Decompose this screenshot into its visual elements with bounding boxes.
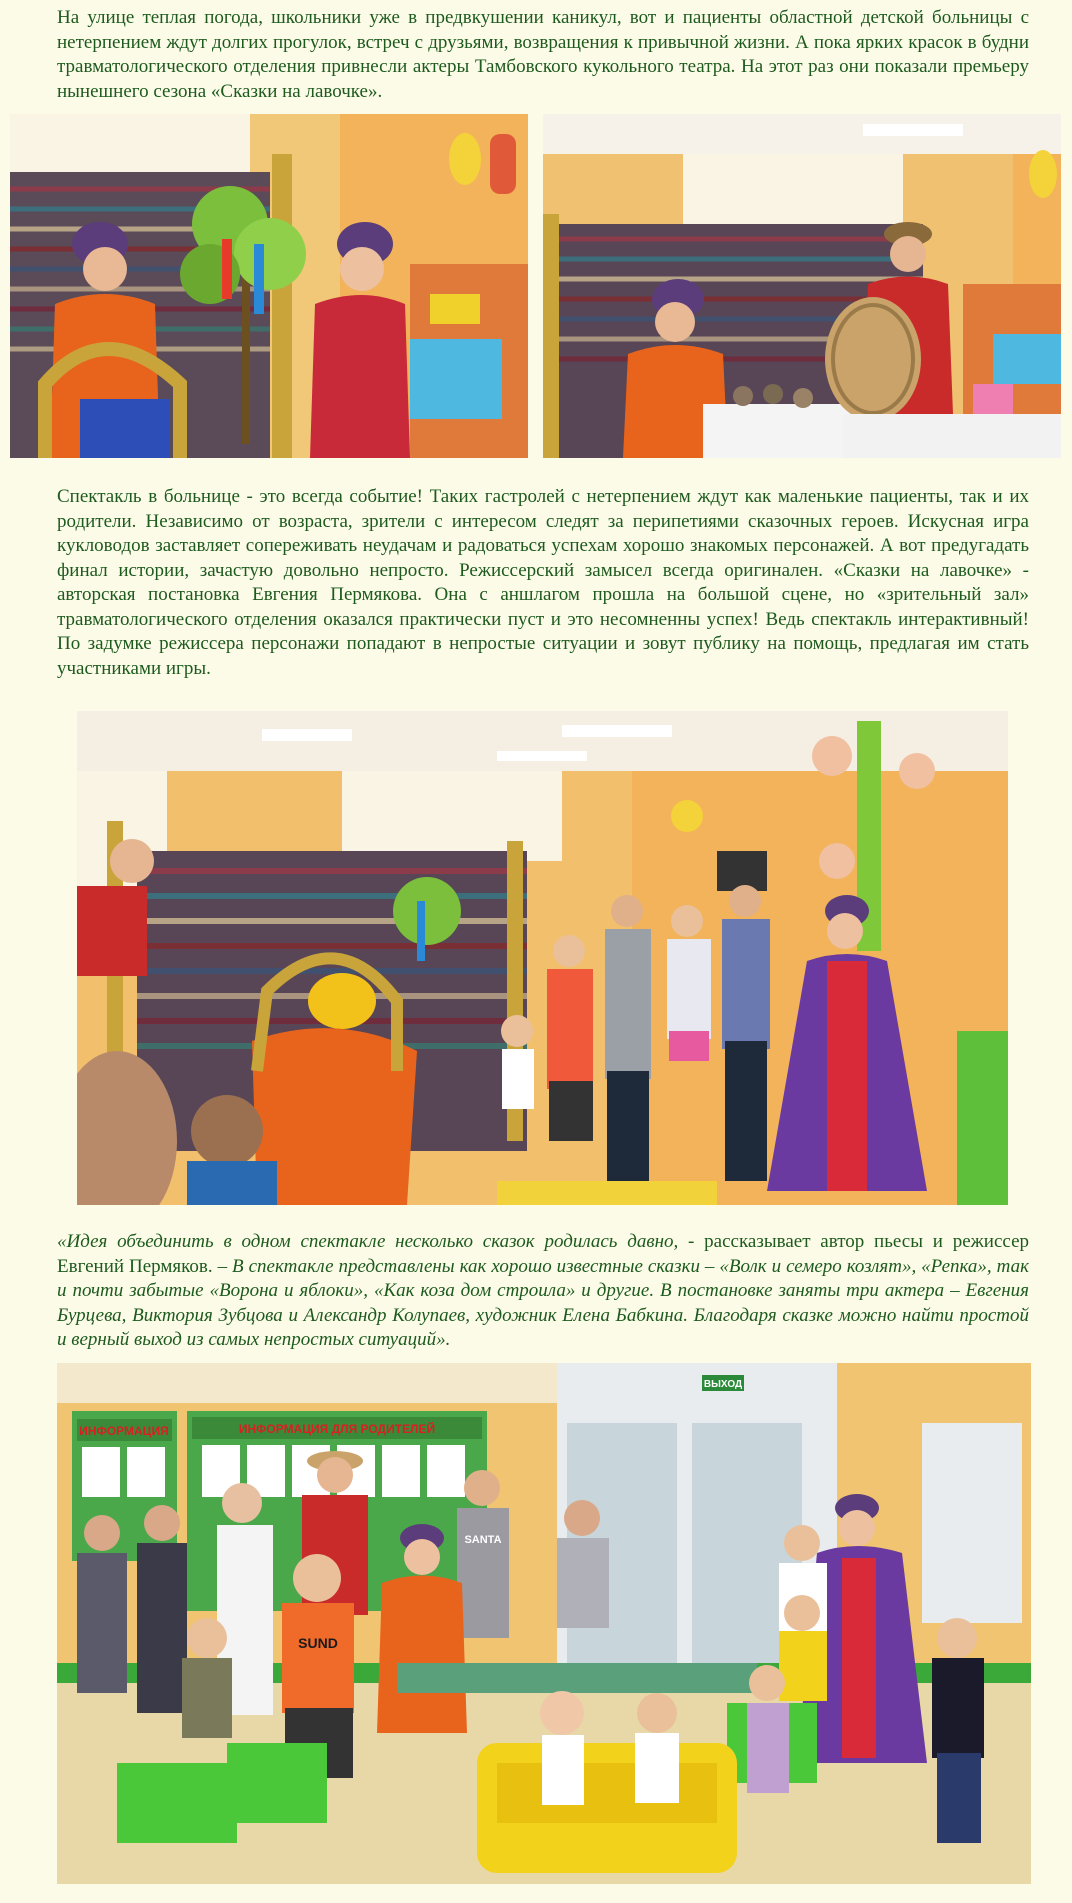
photo-group-hall xyxy=(57,1363,1031,1884)
photo-actors-with-barrel-image xyxy=(543,114,1061,458)
photo-actresses-with-tree-image xyxy=(10,114,528,458)
photo-actresses-with-tree xyxy=(10,114,528,458)
photo-group-hall-image xyxy=(57,1363,1031,1884)
tshirt-sunday: SUND xyxy=(298,1635,338,1651)
author-quote-paragraph xyxy=(57,1230,1029,1353)
parents-info-sign: ИНФОРМАЦИЯ ДЛЯ РОДИТЕЛЕЙ xyxy=(238,1422,436,1436)
intro-paragraph: На улице теплая погода, школьники уже в предвкушении каникул, вот и пациенты областной детской больницы с нетерпением ждут долгих прогулок, встреч с друзьями, возвращения к привычной жизни. А пока ярких красок в будни травматологического отделения привнесли актеры Тамбовского кукольного театра. На этот раз они показали премьеру нынешнего сезона «Сказки на лавочке». xyxy=(57,7,1029,102)
photo-interactive-performance-image xyxy=(77,711,1008,1205)
quote-opening: «Идея объединить в одном спектакле несколько сказок родилась давно, xyxy=(57,1231,679,1252)
quote-continuation: В спектакле представлены как хорошо известные сказки – «Волк и семеро козлят», «Репка», так и почти забытые «Ворона и яблоки», «Как коза дом строила» и другие. В постановке заняты три актера – Евгения Бурцева, Виктория Зубцова и Александр Колупаев, художник Елена Бабкина. Благодаря сказке можно найти простой и верный выход из самых непростых ситуаций». xyxy=(57,1255,1029,1350)
info-sign: ИНФОРМАЦИЯ xyxy=(79,1424,169,1438)
exit-sign: ВЫХОД xyxy=(703,1379,743,1390)
performance-paragraph: Спектакль в больнице - это всегда событие! Таких гастролей с нетерпением ждут как маленькие пациенты, так и их родители. Независимо от возраста, зрители с интересом следят за перипетиями сказочных героев. Искусная игра кукловодов заставляет сопереживать неудачам и радоваться успехам хорошо знакомых персонажей. А вот предугадать финал истории, зачастую довольно непросто. Режиссерский замысел всегда оригинален. «Сказки на лавочке» - авторская постановка Евгения Пермякова. Она с аншлагом прошла на большой сцене, но «зрительный зал» травматологического отделения оказался практически пуст и это несомненны успех! Ведь спектакль интерактивный! По задумке режиссера персонажи попадают в непростые ситуации и зовут публику на помощь, предлагая им стать участниками игры. xyxy=(57,486,1029,679)
quote-attribution: - рассказывает автор пьесы и режиссер Евгений Пермяков. – xyxy=(57,1231,1030,1277)
photo-interactive-performance xyxy=(77,711,1008,1205)
tshirt-santa: SANTA xyxy=(464,1534,502,1546)
photo-actors-with-barrel xyxy=(543,114,1061,458)
